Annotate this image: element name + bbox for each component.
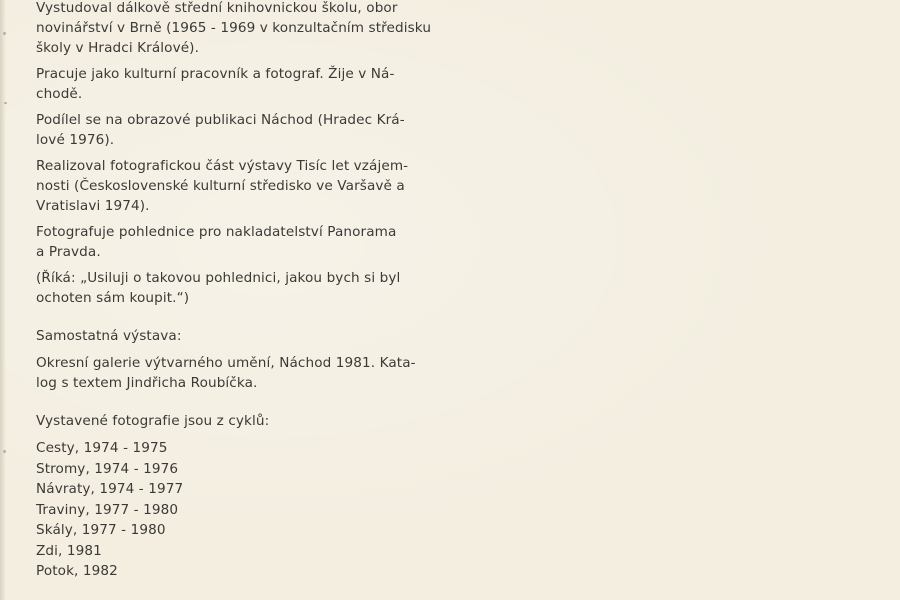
- solo-exhibition-heading: Samostatná výstava:: [36, 328, 182, 344]
- list-item: Potok, 1982: [36, 563, 118, 579]
- page-edge-shadow: [0, 0, 6, 600]
- list-item: Cesty, 1974 - 1975: [36, 440, 168, 456]
- bio-paragraph-exhibition-work: Realizoval fotografickou část výstavy Tisíc let vzájem- nosti (Československé kulturní středisko ve Varšavě a Vratislavi 1974).: [36, 158, 409, 214]
- list-item: Zdi, 1981: [36, 542, 102, 559]
- list-item: Návraty, 1974 - 1977: [36, 481, 184, 497]
- bio-paragraph-postcards: Fotografuje pohlednice pro nakladatelství Panorama a Pravda.: [36, 224, 397, 260]
- paper-speck: [4, 102, 7, 104]
- bio-paragraph-education: Vystudoval dálkově střední knihovnickou školu, obor novinářství v Brně (1965 - 1969 v konzultačním středisku školy v Hradci Králové).: [36, 0, 432, 56]
- bio-paragraph-publication: Podílel se na obrazové publikaci Náchod (Hradec Krá- lové 1976).: [36, 112, 405, 148]
- list-item: Stromy, 1974 - 1976: [36, 460, 179, 477]
- biography-text: [36, 0, 446, 582]
- solo-exhibition-text: Okresní galerie výtvarného umění, Náchod 1981. Kata- log s textem Jindřicha Roubíčka.: [36, 355, 416, 391]
- paper-speck: [3, 32, 6, 35]
- paper-speck: [3, 450, 6, 453]
- list-item: Skály, 1977 - 1980: [36, 522, 166, 538]
- list-item: Traviny, 1977 - 1980: [36, 501, 179, 518]
- bio-paragraph-work: Pracuje jako kulturní pracovník a fotograf. Žije v Ná- chodě.: [36, 66, 395, 102]
- cycles-list: [36, 438, 446, 582]
- cycles-heading: Vystavené fotografie jsou z cyklů:: [36, 413, 270, 429]
- bio-paragraph-quote: (Říká: „Usiluji o takovou pohlednici, jakou bych si byl ochoten sám koupit.“): [36, 270, 401, 306]
